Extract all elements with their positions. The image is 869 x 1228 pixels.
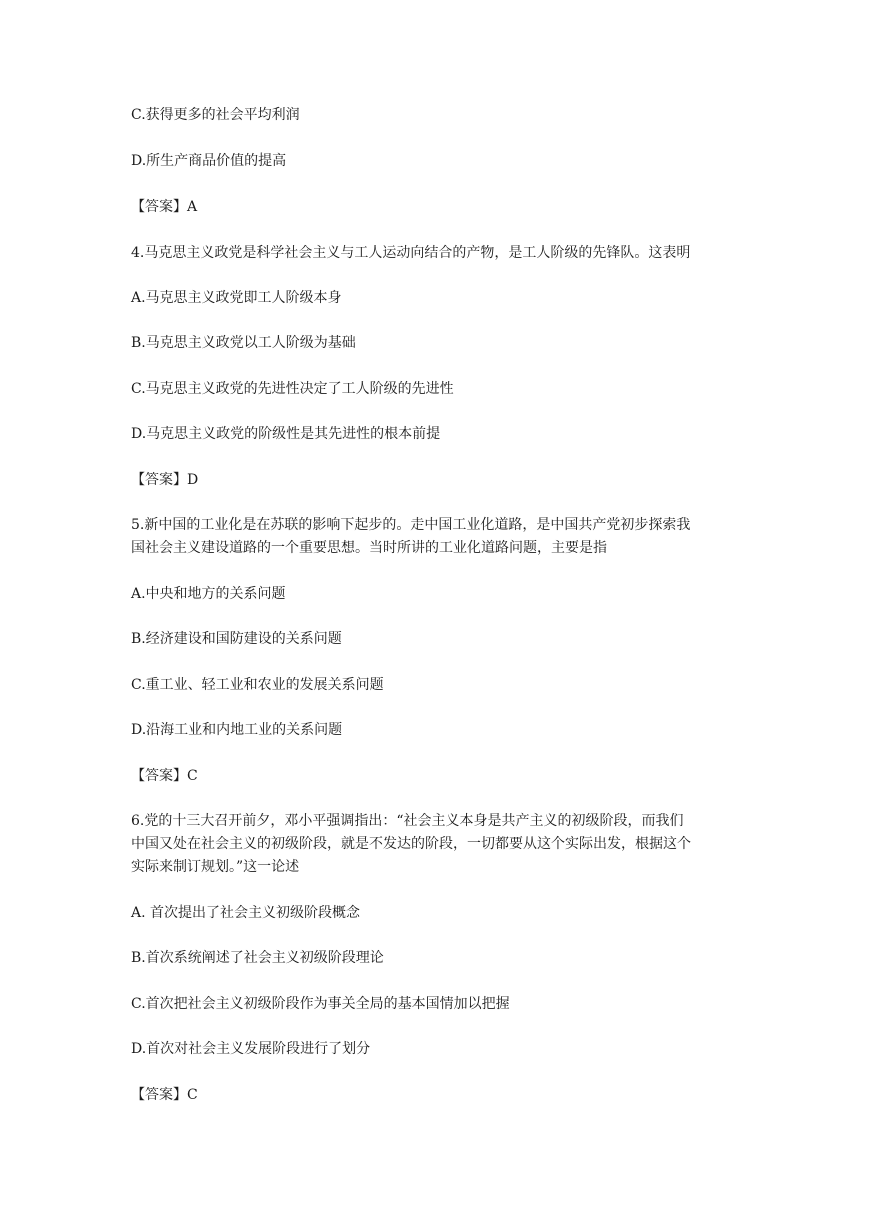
option-a-q4: A.马克思主义政党即工人阶级本身 [131, 290, 342, 306]
option-b-q5: B.经济建设和国防建设的关系问题 [131, 631, 342, 647]
answer-q3: 【答案】A [131, 199, 198, 215]
option-c-q6: C.首次把社会主义初级阶段作为事关全局的基本国情加以把握 [131, 996, 510, 1012]
question-5-line-2: 国社会主义建设道路的一个重要思想。当时所讲的工业化道路问题，主要是指 [131, 540, 607, 556]
option-b-q6: B.首次系统阐述了社会主义初级阶段理论 [131, 950, 384, 966]
option-c-q3: C.获得更多的社会平均利润 [131, 107, 300, 123]
question-6-line-2: 中国又处在社会主义的初级阶段，就是不发达的阶段，一切都要从这个实际出发，根据这个 [131, 836, 691, 852]
option-d-q6: D.首次对社会主义发展阶段进行了划分 [131, 1041, 371, 1057]
option-a-q5: A.中央和地方的关系问题 [131, 586, 286, 602]
answer-q4: 【答案】D [131, 472, 199, 488]
option-c-q4: C.马克思主义政党的先进性决定了工人阶级的先进性 [131, 381, 454, 397]
option-c-q5: C.重工业、轻工业和农业的发展关系问题 [131, 677, 384, 693]
question-4: 4.马克思主义政党是科学社会主义与工人运动向结合的产物，是工人阶级的先锋队。这表明 [131, 245, 691, 261]
option-d-q3: D.所生产商品价值的提高 [131, 153, 287, 169]
answer-q5: 【答案】C [131, 768, 198, 784]
answer-q6: 【答案】C [131, 1087, 198, 1103]
option-d-q5: D.沿海工业和内地工业的关系问题 [131, 722, 343, 738]
question-6-line-1: 6.党的十三大召开前夕，邓小平强调指出：“社会主义本身是共产主义的初级阶段，而我们 [131, 813, 684, 829]
question-5-line-1: 5.新中国的工业化是在苏联的影响下起步的。走中国工业化道路，是中国共产党初步探索我 [131, 517, 691, 533]
option-b-q4: B.马克思主义政党以工人阶级为基础 [131, 335, 356, 351]
option-d-q4: D.马克思主义政党的阶级性是其先进性的根本前提 [131, 426, 441, 442]
question-6-line-3: 实际来制订规划。”这一论述 [131, 859, 300, 875]
option-a-q6: A. 首次提出了社会主义初级阶段概念 [131, 905, 361, 921]
